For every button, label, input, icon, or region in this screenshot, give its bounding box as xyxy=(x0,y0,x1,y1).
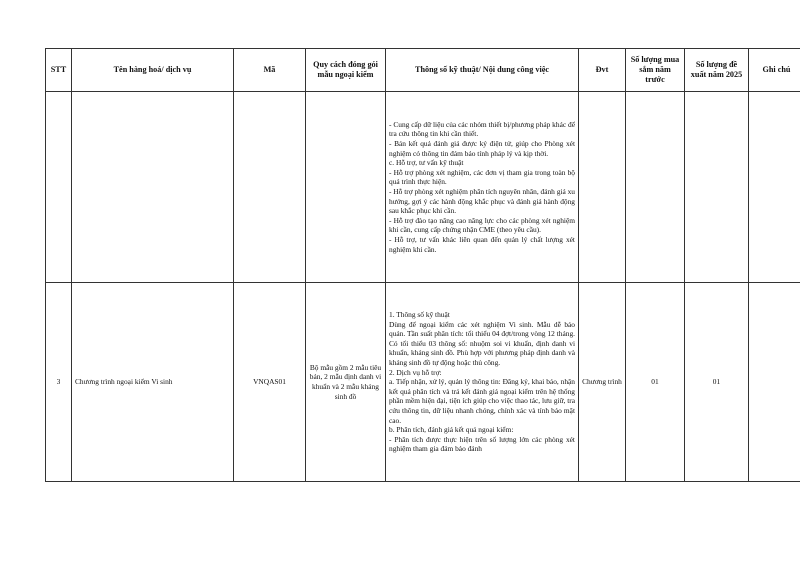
cell-proposed-qty: 01 xyxy=(685,283,749,482)
header-stt: STT xyxy=(46,49,72,92)
cell-code: VNQAS01 xyxy=(234,283,306,482)
cell-prev-qty xyxy=(626,92,685,283)
cell-note xyxy=(749,92,800,283)
spec-line: 2. Dịch vụ hỗ trợ: xyxy=(389,367,442,377)
table-row xyxy=(46,92,800,283)
cell-proposed-qty xyxy=(685,92,749,283)
spec-line: - Hỗ trợ, tư vấn khác liên quan đến quản lý chất lượng xét nghiệm khi cần. xyxy=(389,234,575,254)
header-unit: Đvt xyxy=(579,49,626,92)
spec-line: - Hỗ trợ đào tạo nâng cao năng lực cho các phòng xét nghiệm khi cần, cung cấp chứng nhận CME (theo yêu cầu). xyxy=(389,215,575,235)
header-code: Mã xyxy=(234,49,306,92)
cell-note xyxy=(749,283,800,482)
spec-line: - Bản kết quả đánh giá được ký điện tử, giúp cho Phòng xét nghiệm có thông tin đảm bảo tính pháp lý và kịp thời. xyxy=(389,139,575,158)
procurement-table xyxy=(45,48,800,482)
spec-line: - Phân tích được thực hiện trên số lượng lớn các phòng xét nghiệm tham gia đảm bảo đánh xyxy=(389,434,575,454)
spec-line: - Hỗ trợ phòng xét nghiệm, các đơn vị tham gia trong toàn bộ quá trình thực hiện. xyxy=(389,167,575,187)
cell-packing xyxy=(306,92,386,283)
cell-stt: 3 xyxy=(46,283,72,482)
cell-unit: Chương trình xyxy=(579,283,626,482)
spec-line: - Hỗ trợ phòng xét nghiệm phân tích nguyên nhân, đánh giá xu hướng, gợi ý các hành động khắc phục và đánh giá hành động sau khắc phục khi cần. xyxy=(389,187,575,216)
cell-stt xyxy=(46,92,72,283)
spec-line: - Cung cấp dữ liệu của các nhóm thiết bị/phương pháp khác để tra cứu thông tin khi cần thiết. xyxy=(389,119,575,139)
spec-line: b. Phân tích, đánh giá kết quả ngoại kiểm: xyxy=(389,425,514,435)
header-name: Tên hàng hoá/ dịch vụ xyxy=(72,49,234,92)
cell-name xyxy=(72,92,234,283)
cell-code xyxy=(234,92,306,283)
spec-line: 1. Thông số kỹ thuật xyxy=(389,310,450,320)
cell-unit xyxy=(579,92,626,283)
header-row xyxy=(46,49,800,92)
spec-line: c. Hỗ trợ, tư vấn kỹ thuật xyxy=(389,158,464,168)
header-spec: Thông số kỹ thuật/ Nội dung công việc xyxy=(386,49,579,92)
header-prev-qty: Số lượng mua sắm năm trước xyxy=(626,49,685,92)
cell-packing: Bộ mẫu gồm 2 mẫu tiêu bản, 2 mẫu định danh vi khuẩn và 2 mẫu kháng sinh đồ xyxy=(306,283,386,482)
cell-spec xyxy=(386,283,579,482)
header-proposed-qty: Số lượng đề xuất năm 2025 xyxy=(685,49,749,92)
spec-line: a. Tiếp nhận, xử lý, quản lý thông tin: Đăng ký, khai báo, nhận kết quả phân tích và trả kết đánh giá ngoại kiểm trên hệ thống phần mềm hiện đại, tiện ích giúp cho việc thao tác, lưu giữ, tra cứu thông tin, dữ liệu nhanh chóng, chính xác và tính bảo mật cao. xyxy=(389,377,575,425)
header-note: Ghi chú xyxy=(749,49,800,92)
spec-line: Dùng để ngoại kiểm các xét nghiệm Vi sinh. Mẫu dễ bảo quản. Tần suất phân tích: tối thiểu 04 đợt/trong vòng 12 tháng. Có tối thiểu 03 thông số: nhuộm soi vi khuẩn, định danh vi khuẩn, kháng sinh đồ. Phù hợp với phương pháp định danh và kháng sinh đồ tự động hoặc thủ công. xyxy=(389,319,575,368)
table-row xyxy=(46,283,800,482)
cell-spec xyxy=(386,92,579,283)
cell-prev-qty: 01 xyxy=(626,283,685,482)
header-packing: Quy cách đóng gói mẫu ngoại kiểm xyxy=(306,49,386,92)
cell-name: Chương trình ngoại kiểm Vi sinh xyxy=(72,283,234,482)
